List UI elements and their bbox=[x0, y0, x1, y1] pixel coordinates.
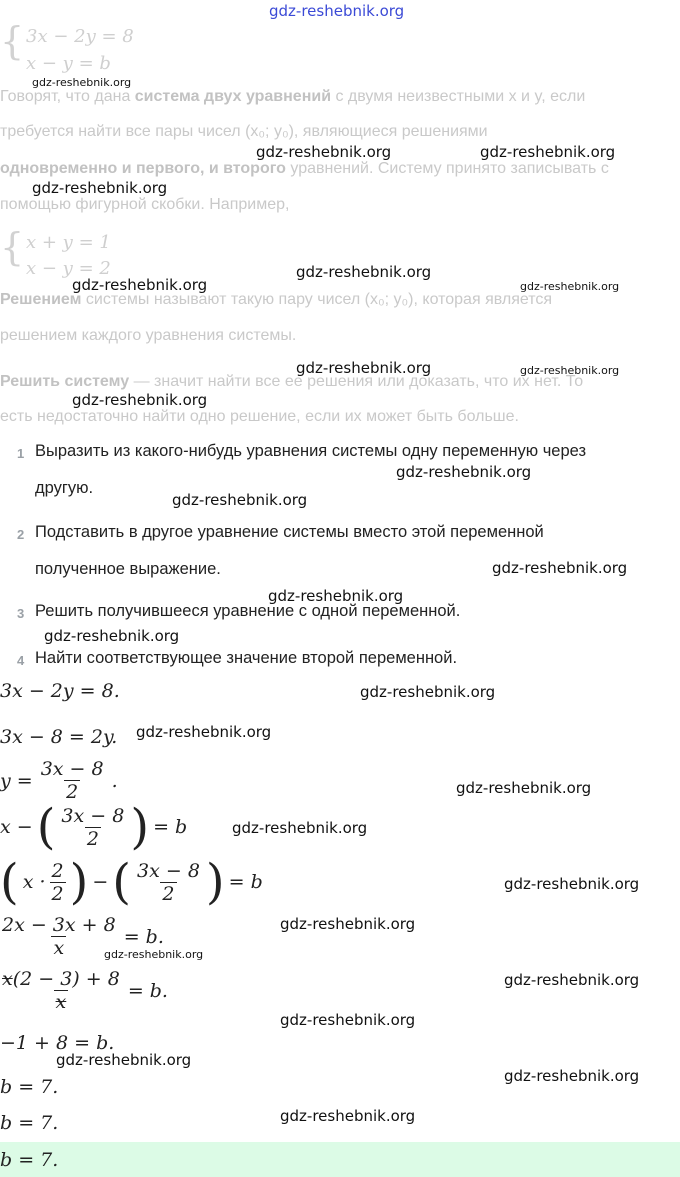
watermark: gdz-reshebnik.org bbox=[72, 391, 208, 409]
watermark: gdz-reshebnik.org bbox=[480, 143, 616, 161]
equation-line: ( x · $\frac{2}{2}$ ) − ( $\frac{3x - 8}{2}$ ) = b bbox=[0, 854, 263, 910]
step-text: другую. bbox=[35, 479, 94, 497]
watermark: gdz-reshebnik.org bbox=[360, 683, 496, 701]
answer-highlight bbox=[0, 1142, 680, 1177]
watermark: gdz-reshebnik.org bbox=[296, 359, 432, 377]
step-number: 3 bbox=[17, 606, 25, 621]
equation-line: y = $\frac{3x - 8}{2}$ . bbox=[0, 758, 118, 803]
step-text: Решить получившееся уравнение с одной переменной. bbox=[35, 602, 461, 620]
watermark: gdz-reshebnik.org bbox=[504, 875, 640, 893]
system-equation: x − y = 2 bbox=[26, 258, 111, 279]
equation-line: x − ( $\frac{3x - 8}{2}$ ) = b bbox=[0, 799, 188, 855]
watermark: gdz-reshebnik.org bbox=[269, 2, 405, 20]
watermark: gdz-reshebnik.org bbox=[104, 948, 204, 961]
intro-line: одновременно и первого, и второго уравнений. Систему принято записывать с bbox=[0, 160, 609, 177]
watermark: gdz-reshebnik.org bbox=[520, 364, 620, 377]
watermark: gdz-reshebnik.org bbox=[44, 627, 180, 645]
watermark: gdz-reshebnik.org bbox=[396, 463, 532, 481]
watermark: gdz-reshebnik.org bbox=[268, 587, 404, 605]
system-equation: 3x − 2y = 8 bbox=[26, 26, 134, 47]
watermark: gdz-reshebnik.org bbox=[492, 559, 628, 577]
step-number: 2 bbox=[17, 527, 25, 542]
watermark: gdz-reshebnik.org bbox=[280, 1011, 416, 1029]
watermark: gdz-reshebnik.org bbox=[280, 1107, 416, 1125]
watermark: gdz-reshebnik.org bbox=[32, 179, 168, 197]
equation-line: $\frac{2x - 3x + 8}{x}$ = b. bbox=[2, 914, 164, 959]
equation-line: 3x − 8 = 2y. bbox=[0, 726, 118, 748]
definition-line: решением каждого уравнения системы. bbox=[0, 327, 297, 344]
watermark: gdz-reshebnik.org bbox=[520, 280, 620, 293]
equation-line: 3x − 2y = 8. bbox=[0, 680, 120, 702]
watermark: gdz-reshebnik.org bbox=[504, 971, 640, 989]
brace-icon: { bbox=[0, 19, 25, 63]
equation-line: $\frac{x(2 - 3) + 8}{x}$ = b. bbox=[2, 968, 168, 1013]
step-text: Выразить из какого-нибудь уравнения системы одну переменную через bbox=[35, 442, 587, 460]
intro-line: требуется найти все пары чисел (x₀; y₀), являющиеся решениями bbox=[0, 123, 488, 140]
intro-line: Говорят, что дана система двух уравнений с двумя неизвестными x и y, если bbox=[0, 88, 586, 105]
system-equation: x + y = 1 bbox=[26, 232, 111, 253]
brace-icon: { bbox=[0, 225, 25, 269]
watermark: gdz-reshebnik.org bbox=[232, 819, 368, 837]
watermark: gdz-reshebnik.org bbox=[504, 1067, 640, 1085]
step-number: 4 bbox=[17, 653, 25, 668]
step-text: Найти соответствующее значение второй переменной. bbox=[35, 649, 458, 667]
watermark: gdz-reshebnik.org bbox=[172, 491, 308, 509]
equation-line: −1 + 8 = b. bbox=[0, 1032, 115, 1054]
watermark: gdz-reshebnik.org bbox=[456, 779, 592, 797]
definition-line: есть недостаточно найти одно решение, если их может быть больше. bbox=[0, 408, 519, 425]
step-number: 1 bbox=[17, 446, 25, 461]
watermark: gdz-reshebnik.org bbox=[136, 723, 272, 741]
definition-line: Решить систему — значит найти все ее решения или доказать, что их нет. То bbox=[0, 373, 584, 390]
equation-line: b = 7. bbox=[0, 1112, 59, 1134]
watermark: gdz-reshebnik.org bbox=[32, 76, 132, 89]
watermark: gdz-reshebnik.org bbox=[256, 143, 392, 161]
intro-line: помощью фигурной скобки. Например, bbox=[0, 196, 290, 213]
watermark: gdz-reshebnik.org bbox=[56, 1051, 192, 1069]
system-equation: x − y = b bbox=[26, 53, 111, 74]
equation-line: b = 7. bbox=[0, 1076, 59, 1098]
watermark: gdz-reshebnik.org bbox=[296, 263, 432, 281]
step-text: полученное выражение. bbox=[35, 560, 221, 578]
watermark: gdz-reshebnik.org bbox=[280, 915, 416, 933]
step-text: Подставить в другое уравнение системы вместо этой переменной bbox=[35, 523, 544, 541]
answer-line: b = 7. bbox=[0, 1149, 59, 1171]
definition-line: Решением системы называют такую пару чисел (x₀; y₀), которая является bbox=[0, 291, 553, 308]
watermark: gdz-reshebnik.org bbox=[72, 276, 208, 294]
